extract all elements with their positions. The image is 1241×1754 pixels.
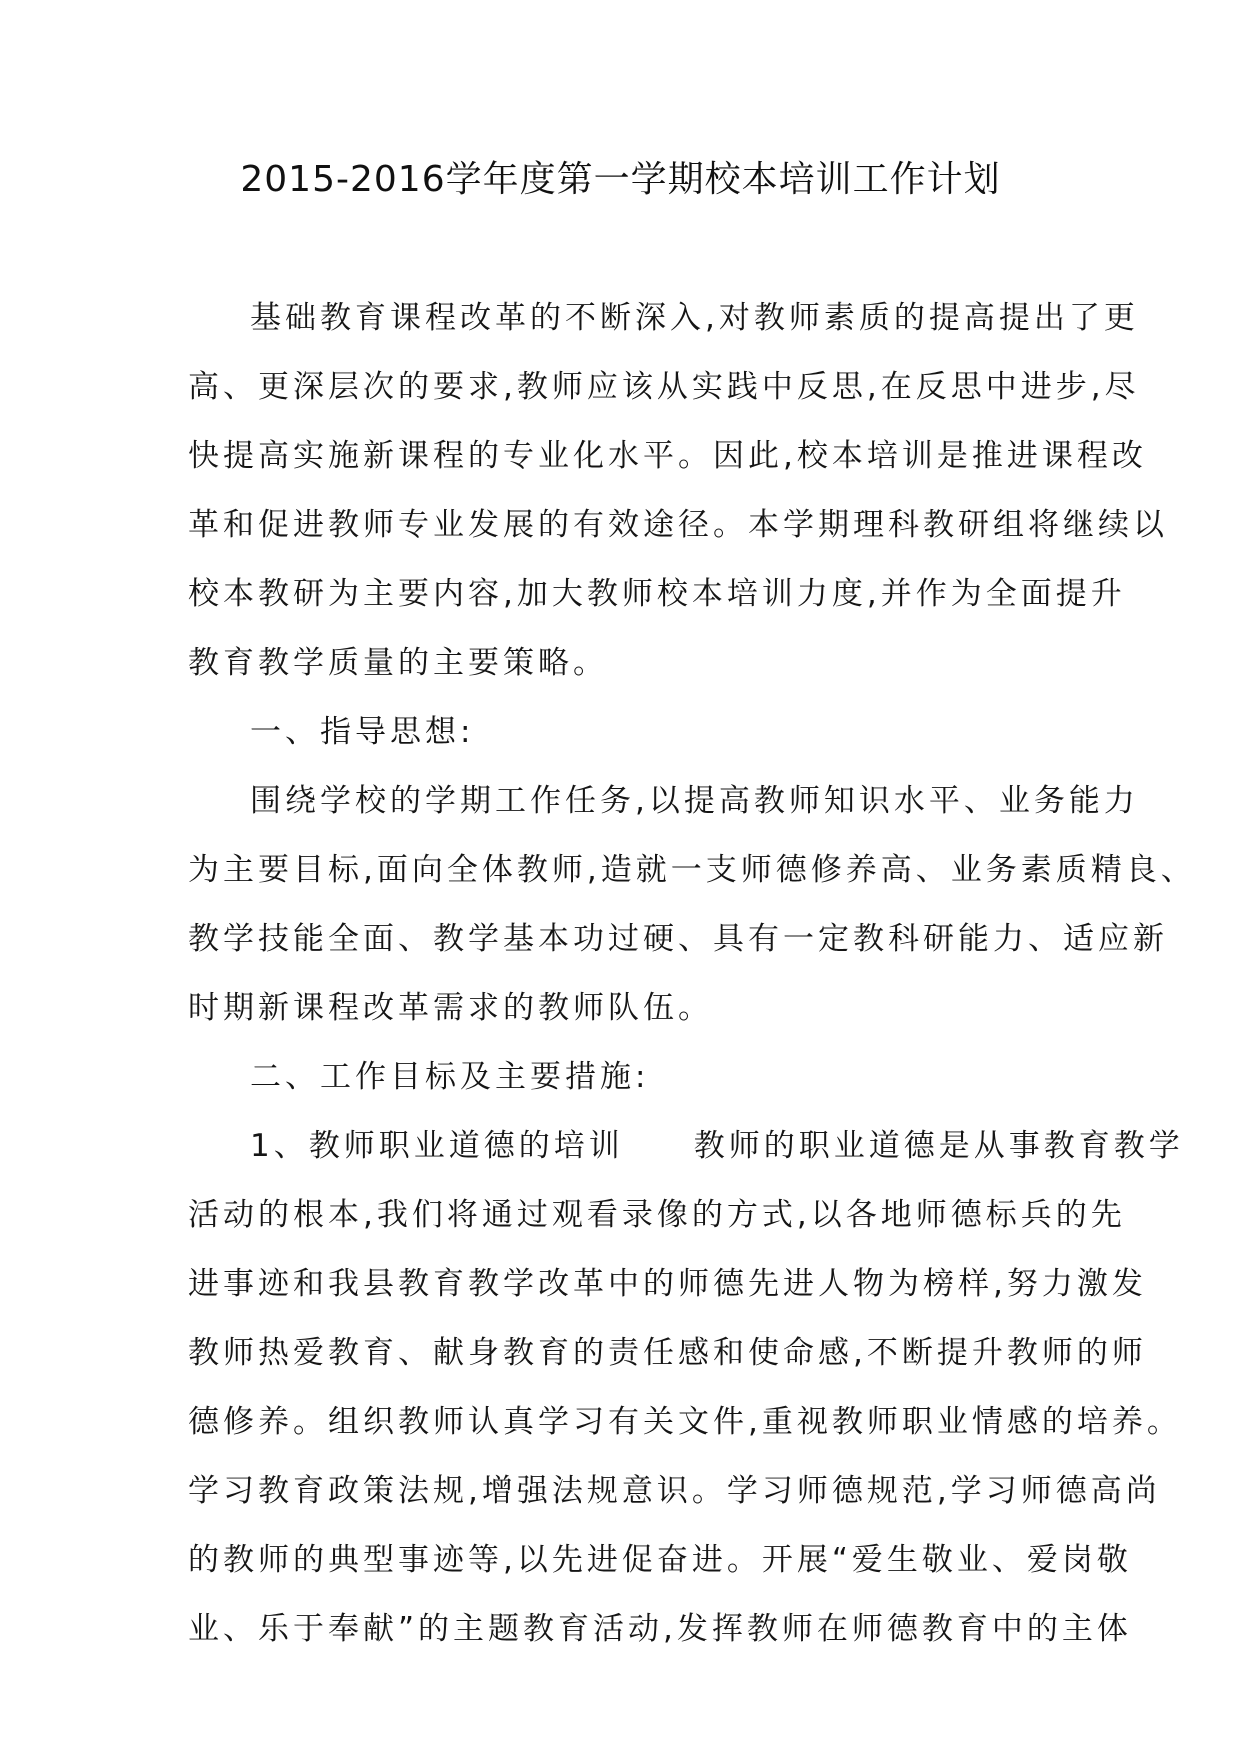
- paragraph-line: 为主要目标,面向全体教师,造就一支师德修养高、业务素质精良、: [188, 852, 1196, 888]
- paragraph-line: 围绕学校的学期工作任务,以提高教师知识水平、业务能力: [250, 783, 1139, 819]
- paragraph-line: 校本教研为主要内容,加大教师校本培训力度,并作为全面提升: [188, 576, 1126, 612]
- paragraph-line: 德修养。组织教师认真学习有关文件,重视教师职业情感的培养。: [188, 1404, 1182, 1440]
- paragraph-line: 教师热爱教育、献身教育的责任感和使命感,不断提升教师的师: [188, 1335, 1147, 1371]
- paragraph-line: 业、乐于奉献”的主题教育活动,发挥教师在师德教育中的主体: [188, 1611, 1132, 1647]
- paragraph-line: 的教师的典型事迹等,以先进促奋进。开展“爱生敬业、爱岗敬: [188, 1542, 1132, 1578]
- section-heading: 一、指导思想:: [250, 714, 475, 750]
- paragraph-line: 教育教学质量的主要策略。: [188, 645, 608, 681]
- paragraph-line: 时期新课程改革需求的教师队伍。: [188, 990, 713, 1026]
- paragraph-line: 基础教育课程改革的不断深入,对教师素质的提高提出了更: [250, 300, 1139, 336]
- paragraph-line: 高、更深层次的要求,教师应该从实践中反思,在反思中进步,尽: [188, 369, 1140, 405]
- document-title: 2015-2016学年度第一学期校本培训工作计划: [240, 159, 1001, 200]
- document-body: [188, 284, 1196, 1664]
- section-heading: 二、工作目标及主要措施:: [250, 1059, 650, 1095]
- paragraph-line: 1、教师职业道德的培训 教师的职业道德是从事教育教学: [250, 1128, 1184, 1164]
- paragraph-line: 快提高实施新课程的专业化水平。因此,校本培训是推进课程改: [188, 438, 1147, 474]
- paragraph-line: 革和促进教师专业发展的有效途径。本学期理科教研组将继续以: [188, 507, 1168, 543]
- paragraph-line: 活动的根本,我们将通过观看录像的方式,以各地师德标兵的先: [188, 1197, 1126, 1233]
- paragraph-line: 教学技能全面、教学基本功过硬、具有一定教科研能力、适应新: [188, 921, 1168, 957]
- paragraph-line: 进事迹和我县教育教学改革中的师德先进人物为榜样,努力激发: [188, 1266, 1147, 1302]
- paragraph-line: 学习教育政策法规,增强法规意识。学习师德规范,学习师德高尚: [188, 1473, 1161, 1509]
